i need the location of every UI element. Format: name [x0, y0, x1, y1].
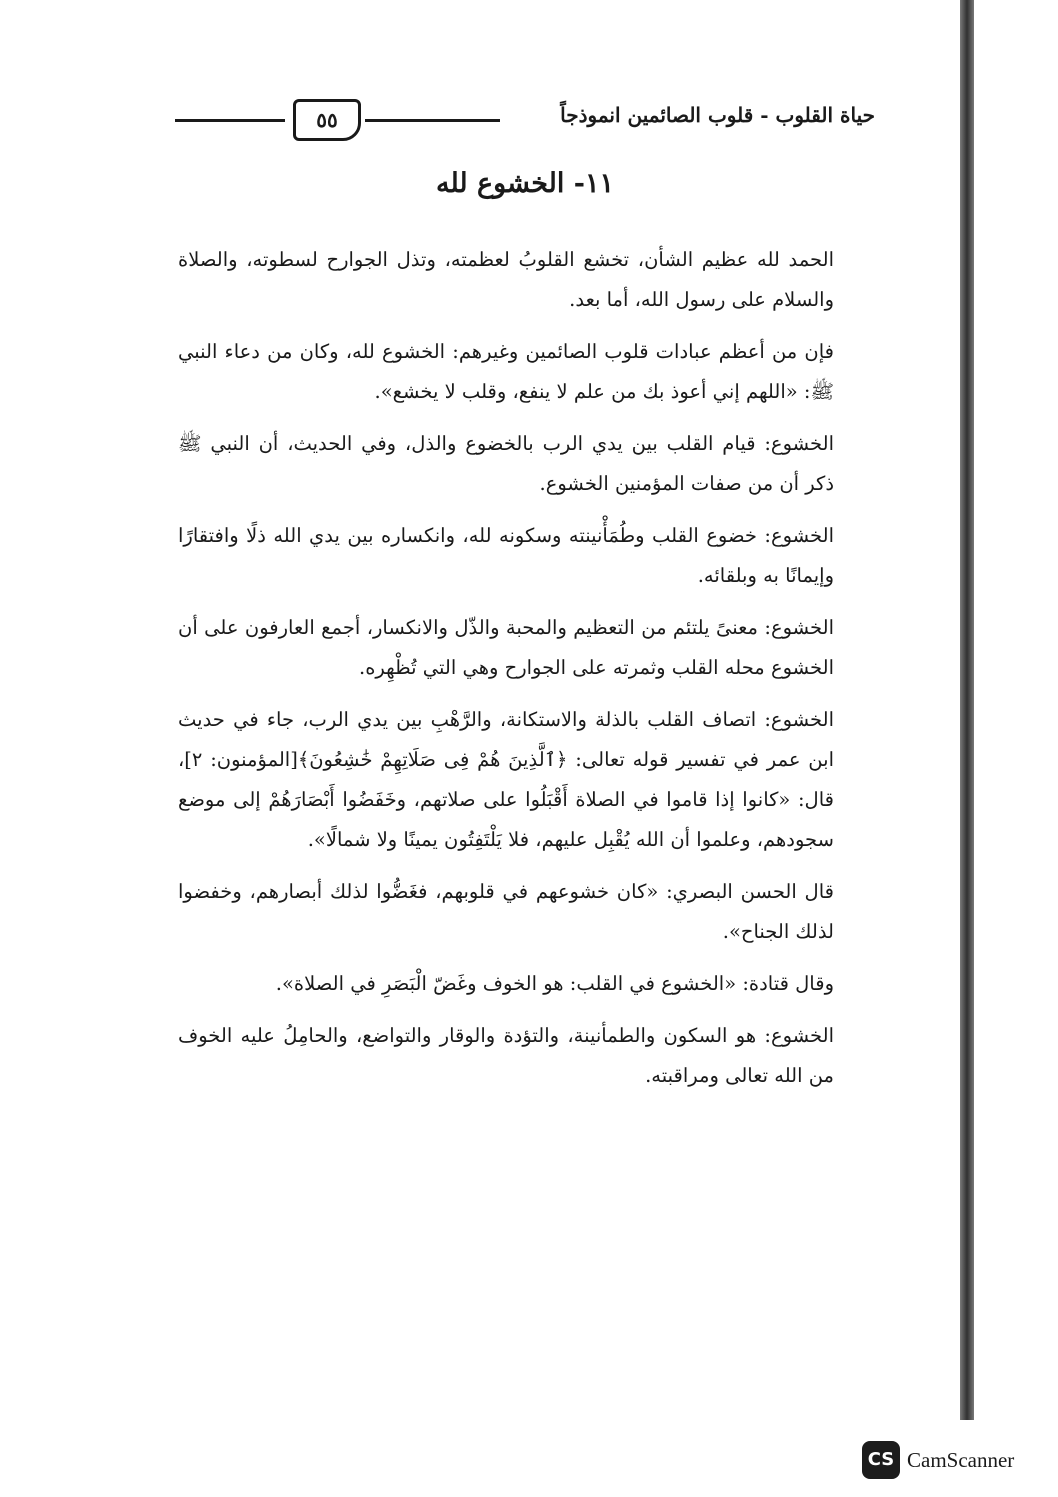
header-rule-right	[365, 119, 500, 122]
section-heading: ١١- الخشوع لله	[436, 168, 614, 199]
paragraph-5: الخشوع: معنىً يلتئم من التعظيم والمحبة والذّل والانكسار، أجمع العارفون على أن الخشوع محله القلب وثمرته على الجوارح وهي التي تُظْهِره.	[178, 616, 834, 679]
paragraph-7: قال الحسن البصري: «كان خشوعهم في قلوبهم، فغَضُّوا لذلك أبصارهم، وخفضوا لذلك الجناح».	[178, 880, 834, 943]
paragraph-9: الخشوع: هو السكون والطمأنينة، والتؤدة والوقار والتواضع، والحامِلُ عليه الخوف من الله تعالى ومراقبته.	[178, 1024, 834, 1087]
paragraph-1: الحمد لله عظيم الشأن، تخشع القلوبُ لعظمته، وتذل الجوارح لسطوته، والصلاة والسلام على رسول الله، أما بعد.	[178, 248, 834, 311]
page-number: ٥٥	[293, 99, 361, 141]
camscanner-watermark: CamScanner	[907, 1448, 1015, 1472]
header-rule-left	[175, 119, 285, 122]
page-binding-edge	[960, 0, 974, 1420]
camscanner-logo-icon: CS	[862, 1441, 900, 1479]
running-header	[175, 95, 875, 145]
paragraph-4: الخشوع: خضوع القلب وطُمَأْنينته وسكونه لله، وانكساره بين يدي الله ذلًا وافتقارًا وإيمانًا به وبلقائه.	[178, 524, 834, 587]
paragraph-6: الخشوع: اتصاف القلب بالذلة والاستكانة، والرَّهْبِ بين يدي الرب، جاء في حديث ابن عمر في تفسير قوله تعالى: ﴿ٱلَّذِينَ هُمْ فِى صَلَاتِهِمْ خَٰشِعُونَ﴾[المؤمنون: ٢]، قال: «كانوا إذا قاموا في الصلاة أَقْبَلُوا على صلاتهم، وخَفَضُوا أَبْصَارَهُمْ إلى موضع سجودهم، وعلموا أن الله يُقْبِل عليهم، فلا يَلْتَفِتُون يمينًا ولا شمالًا».	[178, 708, 834, 851]
body-text	[178, 240, 868, 1108]
paragraph-3: الخشوع: قيام القلب بين يدي الرب بالخضوع والذل، وفي الحديث، أن النبي ﷺ ذكر أن من صفات المؤمنين الخشوع.	[178, 432, 834, 495]
paragraph-8: وقال قتادة: «الخشوع في القلب: هو الخوف وغَضّ الْبَصَرِ في الصلاة».	[275, 972, 834, 995]
header-title: حياة القلوب - قلوب الصائمين انموذجاً	[560, 103, 875, 127]
paragraph-2: فإن من أعظم عبادات قلوب الصائمين وغيرهم: الخشوع لله، وكان من دعاء النبي ﷺ: «اللهم إني أعوذ بك من علم لا ينفع، وقلب لا يخشع».	[178, 340, 834, 403]
